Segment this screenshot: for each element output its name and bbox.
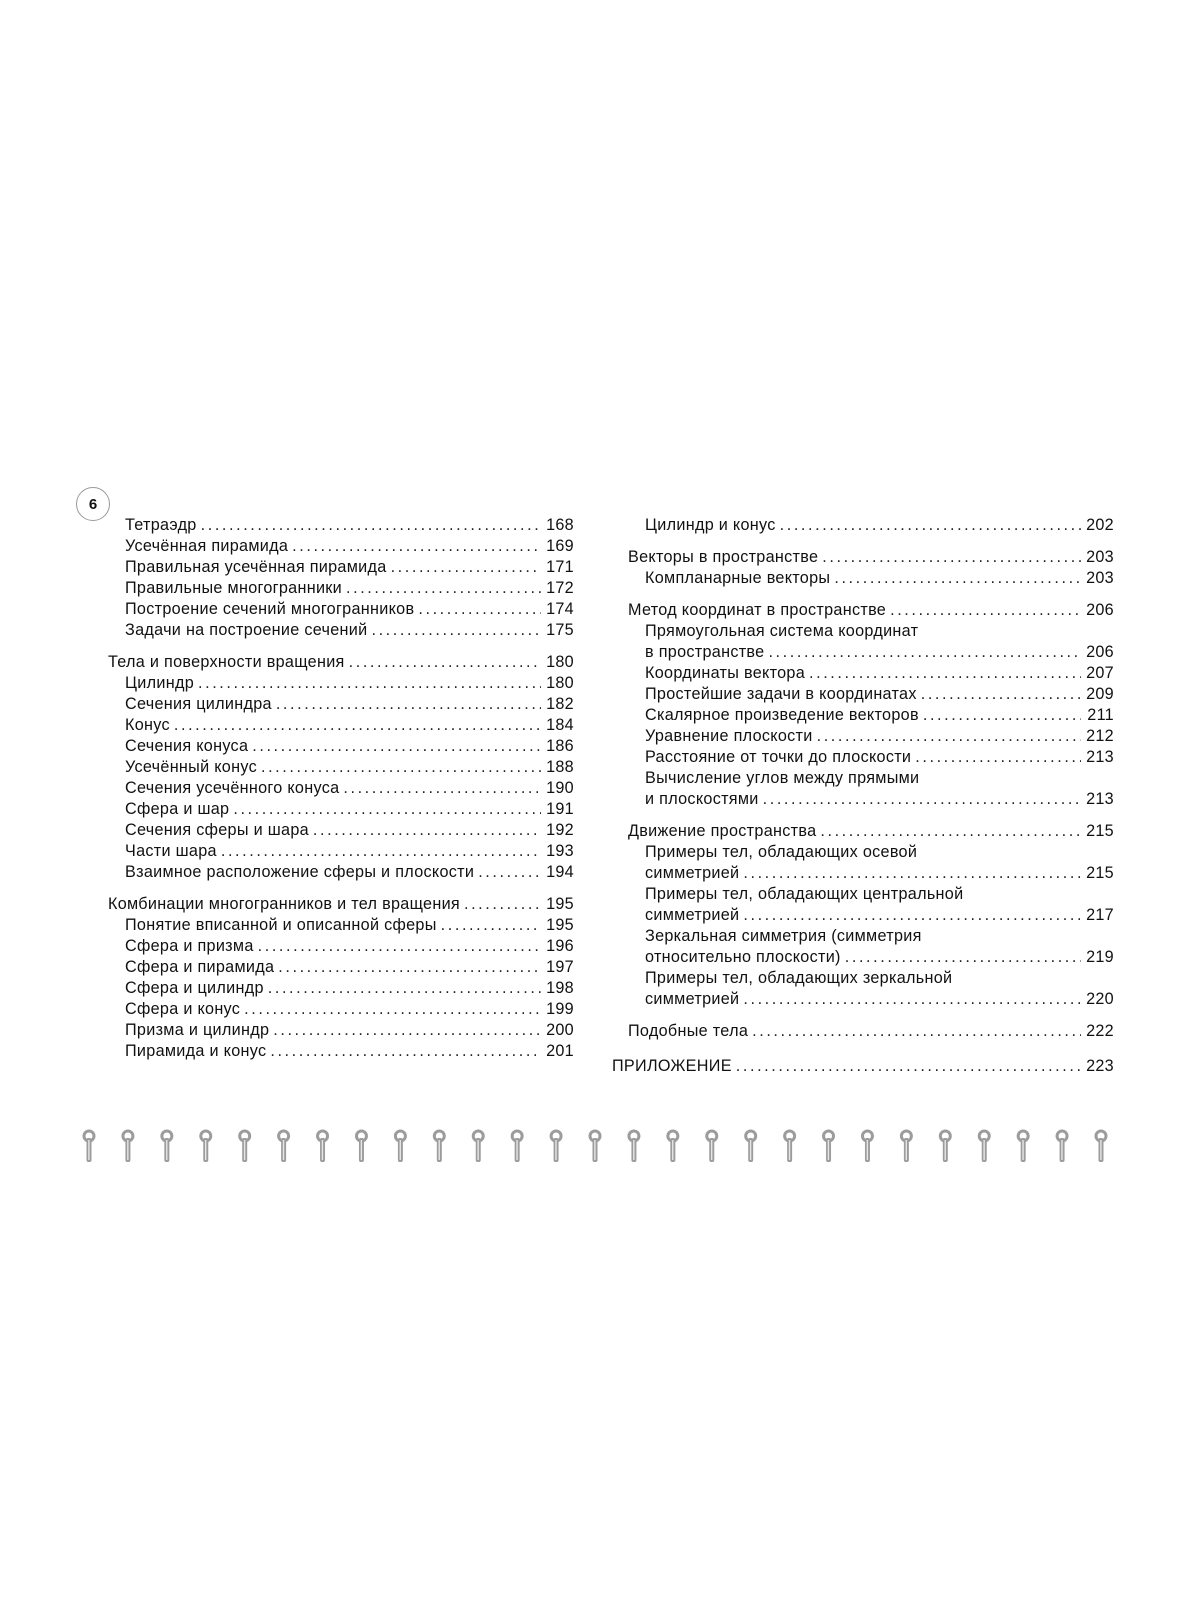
toc-entry[interactable] [612,1056,1114,1077]
dot-leader [233,799,541,820]
toc-entry-title: в пространстве [645,643,765,661]
binding-ring [162,1131,172,1162]
toc-entry-title: Цилиндр [125,674,194,692]
toc-entry-title: Понятие вписанной и описанной сферы [125,916,437,934]
binding-ring [473,1131,483,1162]
toc-entry-page: 195 [546,916,574,934]
binding-ring [940,1131,950,1162]
binding-ring [1096,1131,1106,1162]
toc-entry-page: 171 [546,558,574,576]
dot-leader [221,841,541,862]
toc-entry-page: 212 [1086,727,1114,745]
dot-leader [923,705,1081,726]
dot-leader [822,547,1081,568]
toc-entry-page: 175 [546,621,574,639]
toc-entry-title: Части шара [125,842,217,860]
toc-entry-title: Векторы в пространстве [628,548,819,566]
binding-ring [862,1131,872,1162]
dot-leader [845,947,1081,968]
toc-left-column [108,515,574,1062]
dot-leader [313,820,541,841]
dot-leader [478,862,541,883]
toc-entry-page: 191 [546,800,574,818]
toc-entry-page: 169 [546,537,574,555]
toc-entry-page: 219 [1086,948,1114,966]
toc-entry[interactable] [108,1041,574,1062]
toc-entry-page: 193 [546,842,574,860]
binding-ring [1057,1131,1067,1162]
toc-entry[interactable] [628,905,1114,926]
dot-leader [752,1021,1081,1042]
toc-entry[interactable] [628,515,1114,536]
toc-entry-page: 215 [1086,822,1114,840]
toc-entry[interactable] [108,915,574,936]
toc-entry-page: 190 [546,779,574,797]
toc-entry-page: 222 [1086,1022,1114,1040]
toc-entry[interactable] [628,947,1114,968]
toc-entry-page: 172 [546,579,574,597]
toc-entry[interactable] [628,684,1114,705]
toc-entry-page: 180 [546,674,574,692]
toc-entry-title: Сфера и конус [125,1000,241,1018]
toc-entry-title-line: Прямоугольная система координат [645,622,919,640]
toc-entry[interactable] [628,600,1114,621]
dot-leader [391,557,541,578]
toc-entry[interactable] [108,599,574,620]
binding-ring [746,1131,756,1162]
toc-entry-title: Призма и цилиндр [125,1021,270,1039]
toc-entry-title: Комбинации многогранников и тел вращения [108,895,460,913]
binding-ring [824,1131,834,1162]
toc-entry-page: 223 [1086,1057,1114,1075]
toc-entry-title: Правильные многогранники [125,579,343,597]
dot-leader [268,978,541,999]
toc-entry-page: 194 [546,863,574,881]
toc-entry-title: Усечённая пирамида [125,537,289,555]
toc-entry-page: 213 [1086,790,1114,808]
toc-entry-page: 195 [546,895,574,913]
toc-entry-title: ПРИЛОЖЕНИЕ [612,1057,732,1075]
dot-leader [270,1041,541,1062]
toc-entry[interactable] [628,863,1114,884]
dot-leader [441,915,541,936]
toc-entry[interactable] [628,663,1114,684]
toc-entry-title: относительно плоскости) [645,948,841,966]
toc-entry[interactable] [628,989,1114,1010]
dot-leader [736,1056,1081,1077]
dot-leader [278,957,541,978]
dot-leader [418,599,541,620]
toc-entry[interactable] [108,894,574,915]
toc-entry-page: 200 [546,1021,574,1039]
toc-entry-title: Построение сечений многогранников [125,600,415,618]
toc-entry[interactable] [628,821,1114,842]
toc-entry[interactable] [108,620,574,641]
binding-ring [668,1131,678,1162]
toc-entry-title: Задачи на построение сечений [125,621,368,639]
toc-entry[interactable] [628,642,1114,663]
binding-ring [629,1131,639,1162]
binding-ring [201,1131,211,1162]
toc-entry-page: 184 [546,716,574,734]
toc-entry-page: 198 [546,979,574,997]
toc-entry-title: Сфера и шар [125,800,230,818]
toc-entry-page: 188 [546,758,574,776]
toc-entry-title: Уравнение плоскости [645,727,813,745]
toc-entry[interactable] [628,747,1114,768]
binding-ring [901,1131,911,1162]
dot-leader [261,757,541,778]
dot-leader [915,747,1081,768]
dot-leader [834,568,1081,589]
toc-entry-page: 206 [1086,643,1114,661]
toc-entry-title: Усечённый конус [125,758,257,776]
toc-entry[interactable] [108,999,574,1020]
toc-entry-page: 192 [546,821,574,839]
toc-entry-page: 203 [1086,548,1114,566]
dot-leader [743,989,1081,1010]
dot-leader [198,673,541,694]
toc-entry-title: Движение пространства [628,822,817,840]
toc-entry-title-line: Зеркальная симметрия (симметрия [645,927,922,945]
toc-entry-page: 203 [1086,569,1114,587]
binding-ring [84,1131,94,1162]
toc-entry[interactable] [108,557,574,578]
spiral-binding [80,1129,1110,1169]
dot-leader [921,684,1081,705]
toc-entry[interactable] [108,715,574,736]
toc-entry-title: симметрией [645,906,740,924]
toc-entry-page: 215 [1086,864,1114,882]
toc-entry-title: Сечения цилиндра [125,695,272,713]
toc-entry-title: Компланарные векторы [645,569,831,587]
dot-leader [768,642,1081,663]
binding-ring [279,1131,289,1162]
toc-entry[interactable] [108,736,574,757]
toc-entry[interactable] [628,547,1114,568]
toc-entry[interactable] [108,515,574,536]
toc-entry-title-line: Примеры тел, обладающих центральной [645,885,964,903]
toc-entry-page: 213 [1086,748,1114,766]
toc-entry-page: 174 [546,600,574,618]
toc-entry[interactable] [628,568,1114,589]
toc-entry-title: Координаты вектора [645,664,806,682]
toc-entry-title-line: Примеры тел, обладающих осевой [645,843,918,861]
toc-entry-page: 217 [1086,906,1114,924]
toc-right-column [612,515,1114,1077]
dot-leader [201,515,541,536]
toc-entry-title: Расстояние от точки до плоскости [645,748,912,766]
binding-ring [356,1131,366,1162]
dot-leader [273,1020,541,1041]
dot-leader [809,663,1081,684]
toc-entry[interactable] [108,820,574,841]
toc-entry-page: 209 [1086,685,1114,703]
toc-entry[interactable] [628,726,1114,747]
toc-entry-page: 202 [1086,516,1114,534]
toc-entry[interactable] [108,578,574,599]
toc-entry-title: Тела и поверхности вращения [108,653,345,671]
toc-entry-title: Пирамида и конус [125,1042,267,1060]
toc-entry[interactable] [628,789,1114,810]
binding-ring [707,1131,717,1162]
toc-entry-title: Метод координат в пространстве [628,601,887,619]
dot-leader [464,894,541,915]
toc-entry[interactable] [108,536,574,557]
dot-leader [890,600,1081,621]
toc-entry-title: Сфера и пирамида [125,958,275,976]
binding-ring [434,1131,444,1162]
toc-entry-title: Взаимное расположение сферы и плоскости [125,863,475,881]
toc-entry-page: 168 [546,516,574,534]
toc-entry[interactable] [108,799,574,820]
dot-leader [817,726,1081,747]
binding-ring [590,1131,600,1162]
toc-entry[interactable] [108,862,574,883]
toc-entry[interactable] [108,673,574,694]
toc-entry-page: 180 [546,653,574,671]
dot-leader [258,936,541,957]
dot-leader [343,778,541,799]
toc-entry-title: Сечения сферы и шара [125,821,309,839]
dot-leader [346,578,541,599]
dot-leader [820,821,1081,842]
dot-leader [763,789,1081,810]
dot-leader [276,694,541,715]
binding-ring [1018,1131,1028,1162]
toc-entry-title: Сфера и цилиндр [125,979,264,997]
toc-entry[interactable] [108,957,574,978]
toc-entry-title-line: Вычисление углов между прямыми [645,769,920,787]
toc-entry-page: 201 [546,1042,574,1060]
toc-entry[interactable] [108,778,574,799]
toc-entry-title: Правильная усечённая пирамида [125,558,387,576]
toc-entry-title: Подобные тела [628,1022,749,1040]
binding-ring [551,1131,561,1162]
binding-ring [395,1131,405,1162]
toc-entry[interactable] [108,652,574,673]
dot-leader [743,863,1081,884]
dot-leader [292,536,541,557]
toc-entry-page: 207 [1086,664,1114,682]
binding-ring [979,1131,989,1162]
dot-leader [174,715,541,736]
toc-entry-title-line: Примеры тел, обладающих зеркальной [645,969,953,987]
dot-leader [349,652,541,673]
page-number-badge [76,487,110,521]
toc-entry-page: 199 [546,1000,574,1018]
toc-entry[interactable] [108,841,574,862]
toc-entry[interactable] [108,978,574,999]
toc-entry-page: 220 [1086,990,1114,1008]
binding-ring [318,1131,328,1162]
toc-entry-page: 182 [546,695,574,713]
dot-leader [371,620,541,641]
toc-entry-title: симметрией [645,864,740,882]
binding-ring [240,1131,250,1162]
toc-entry[interactable] [628,705,1114,726]
toc-entry-title: Сечения конуса [125,737,249,755]
toc-entry-page: 196 [546,937,574,955]
toc-entry[interactable] [628,1021,1114,1042]
toc-entry-title: и плоскостями [645,790,759,808]
toc-entry[interactable] [108,694,574,715]
toc-entry-page: 211 [1087,706,1114,724]
toc-entry-title: Цилиндр и конус [645,516,776,534]
toc-entry-title: симметрией [645,990,740,1008]
toc-entry-title: Сечения усечённого конуса [125,779,340,797]
binding-ring [785,1131,795,1162]
toc-entry-title: Простейшие задачи в координатах [645,685,917,703]
toc-entry-page: 206 [1086,601,1114,619]
toc-entry-page: 186 [546,737,574,755]
dot-leader [743,905,1081,926]
dot-leader [252,736,541,757]
toc-entry-page: 197 [546,958,574,976]
toc-entry-title: Конус [125,716,170,734]
toc-entry[interactable] [108,757,574,778]
dot-leader [244,999,541,1020]
toc-entry-title: Сфера и призма [125,937,254,955]
dot-leader [780,515,1081,536]
toc-entry[interactable] [108,936,574,957]
toc-entry[interactable] [108,1020,574,1041]
page-number: 6 [88,495,98,513]
toc-entry-title: Скалярное произведение векторов [645,706,919,724]
binding-ring [123,1131,133,1162]
binding-ring [512,1131,522,1162]
toc-entry-title: Тетраэдр [125,516,197,534]
